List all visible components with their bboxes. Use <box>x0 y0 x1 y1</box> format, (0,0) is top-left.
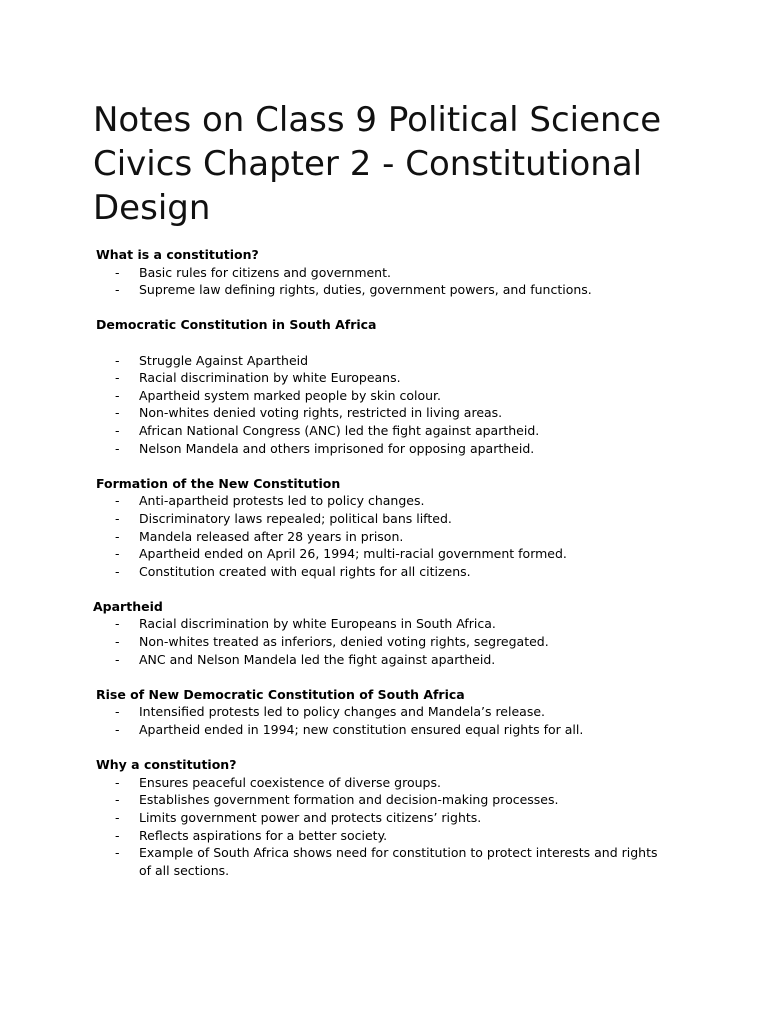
dash-bullet: - <box>115 370 120 386</box>
dash-bullet: - <box>115 722 120 738</box>
list-item-text: Example of South Africa shows need for constitution to protect interests and rights of all sections. <box>139 845 658 878</box>
dash-bullet: - <box>115 792 120 808</box>
list-item <box>0 563 768 581</box>
section-formation-new-constitution <box>0 475 768 581</box>
section-heading: Rise of New Democratic Constitution of South Africa <box>96 686 465 702</box>
list-item-text: Apartheid ended on April 26, 1994; multi-racial government formed. <box>139 546 567 562</box>
dash-bullet: - <box>115 616 120 632</box>
list-item-text: Racial discrimination by white Europeans. <box>139 370 401 386</box>
list-item <box>0 492 768 510</box>
list-item-text: Discriminatory laws repealed; political bans lifted. <box>139 510 452 526</box>
dash-bullet: - <box>115 493 120 509</box>
dash-bullet: - <box>115 264 120 280</box>
dash-bullet: - <box>115 845 120 861</box>
list-item-text: Limits government power and protects citizens’ rights. <box>139 810 482 825</box>
document-body <box>0 246 768 879</box>
section-why-a-constitution <box>0 756 768 879</box>
list-item <box>0 404 768 422</box>
dash-bullet: - <box>115 563 120 579</box>
list-item-text: Apartheid system marked people by skin colour. <box>139 387 442 403</box>
bullet-list <box>0 352 768 458</box>
dash-bullet: - <box>115 528 120 544</box>
list-item-text: Ensures peaceful coexistence of diverse groups. <box>139 774 441 790</box>
list-item <box>0 615 768 633</box>
list-item-text: Struggle Against Apartheid <box>139 352 309 368</box>
bullet-list <box>0 774 768 880</box>
list-item <box>0 369 768 387</box>
section-heading: What is a constitution? <box>96 247 259 262</box>
list-item <box>0 387 768 405</box>
list-item-text: Apartheid ended in 1994; new constitution ensured equal rights for all. <box>139 722 584 738</box>
list-item <box>0 791 768 809</box>
list-item <box>0 281 768 299</box>
list-item <box>0 545 768 563</box>
section-rise-new-democratic-constitution <box>0 686 768 739</box>
list-item <box>0 528 768 546</box>
dash-bullet: - <box>115 387 120 403</box>
list-item <box>0 844 768 879</box>
bullet-list <box>0 264 768 299</box>
list-item-text: Intensified protests led to policy changes and Mandela’s release. <box>139 704 545 720</box>
section-democratic-constitution <box>0 316 768 457</box>
list-item-text: Basic rules for citizens and government. <box>139 264 391 280</box>
dash-bullet: - <box>115 634 120 650</box>
list-item-text: Nelson Mandela and others imprisoned for opposing apartheid. <box>139 440 535 456</box>
list-item <box>0 633 768 651</box>
page-title: Notes on Class 9 Political Science Civics Chapter 2 - Constitutional Design <box>93 100 662 228</box>
section-heading: Formation of the New Constitution <box>96 475 341 491</box>
list-item-text: Racial discrimination by white Europeans in South Africa. <box>139 616 496 632</box>
bullet-list <box>0 703 768 738</box>
list-item <box>0 440 768 458</box>
dash-bullet: - <box>115 282 120 298</box>
list-item <box>0 721 768 739</box>
list-item-text: ANC and Nelson Mandela led the fight against apartheid. <box>139 651 496 667</box>
dash-bullet: - <box>115 405 120 421</box>
dash-bullet: - <box>115 651 120 667</box>
bullet-list <box>0 492 768 580</box>
dash-bullet: - <box>115 440 120 456</box>
dash-bullet: - <box>115 510 120 526</box>
section-heading: Why a constitution? <box>96 757 237 773</box>
list-item-text: Mandela released after 28 years in prison. <box>139 528 404 544</box>
dash-bullet: - <box>115 546 120 562</box>
list-item-text: Supreme law defining rights, duties, government powers, and functions. <box>139 282 592 298</box>
section-heading: Apartheid <box>93 598 163 614</box>
section-apartheid <box>0 598 768 668</box>
dash-bullet: - <box>115 774 120 790</box>
bullet-list <box>0 615 768 668</box>
list-item <box>0 774 768 792</box>
list-item <box>0 703 768 721</box>
dash-bullet: - <box>115 352 120 368</box>
section-what-is-a-constitution <box>0 246 768 299</box>
list-item <box>0 809 768 827</box>
list-item-text: Constitution created with equal rights for all citizens. <box>139 563 471 579</box>
section-heading: Democratic Constitution in South Africa <box>96 317 377 333</box>
list-item-text: Establishes government formation and decision-making processes. <box>139 792 559 808</box>
list-item-text: Non-whites denied voting rights, restricted in living areas. <box>139 405 503 421</box>
list-item <box>0 352 768 370</box>
list-item-text: Anti-apartheid protests led to policy changes. <box>139 493 425 509</box>
list-item <box>0 510 768 528</box>
list-item <box>0 264 768 282</box>
list-item-text: African National Congress (ANC) led the fight against apartheid. <box>139 422 540 438</box>
dash-bullet: - <box>115 704 120 720</box>
list-item <box>0 651 768 669</box>
list-item-text: Reflects aspirations for a better society. <box>139 827 388 843</box>
list-item <box>0 422 768 440</box>
dash-bullet: - <box>115 422 120 438</box>
list-item-text: Non-whites treated as inferiors, denied voting rights, segregated. <box>139 634 549 650</box>
list-item <box>0 827 768 845</box>
dash-bullet: - <box>115 810 120 825</box>
dash-bullet: - <box>115 827 120 843</box>
